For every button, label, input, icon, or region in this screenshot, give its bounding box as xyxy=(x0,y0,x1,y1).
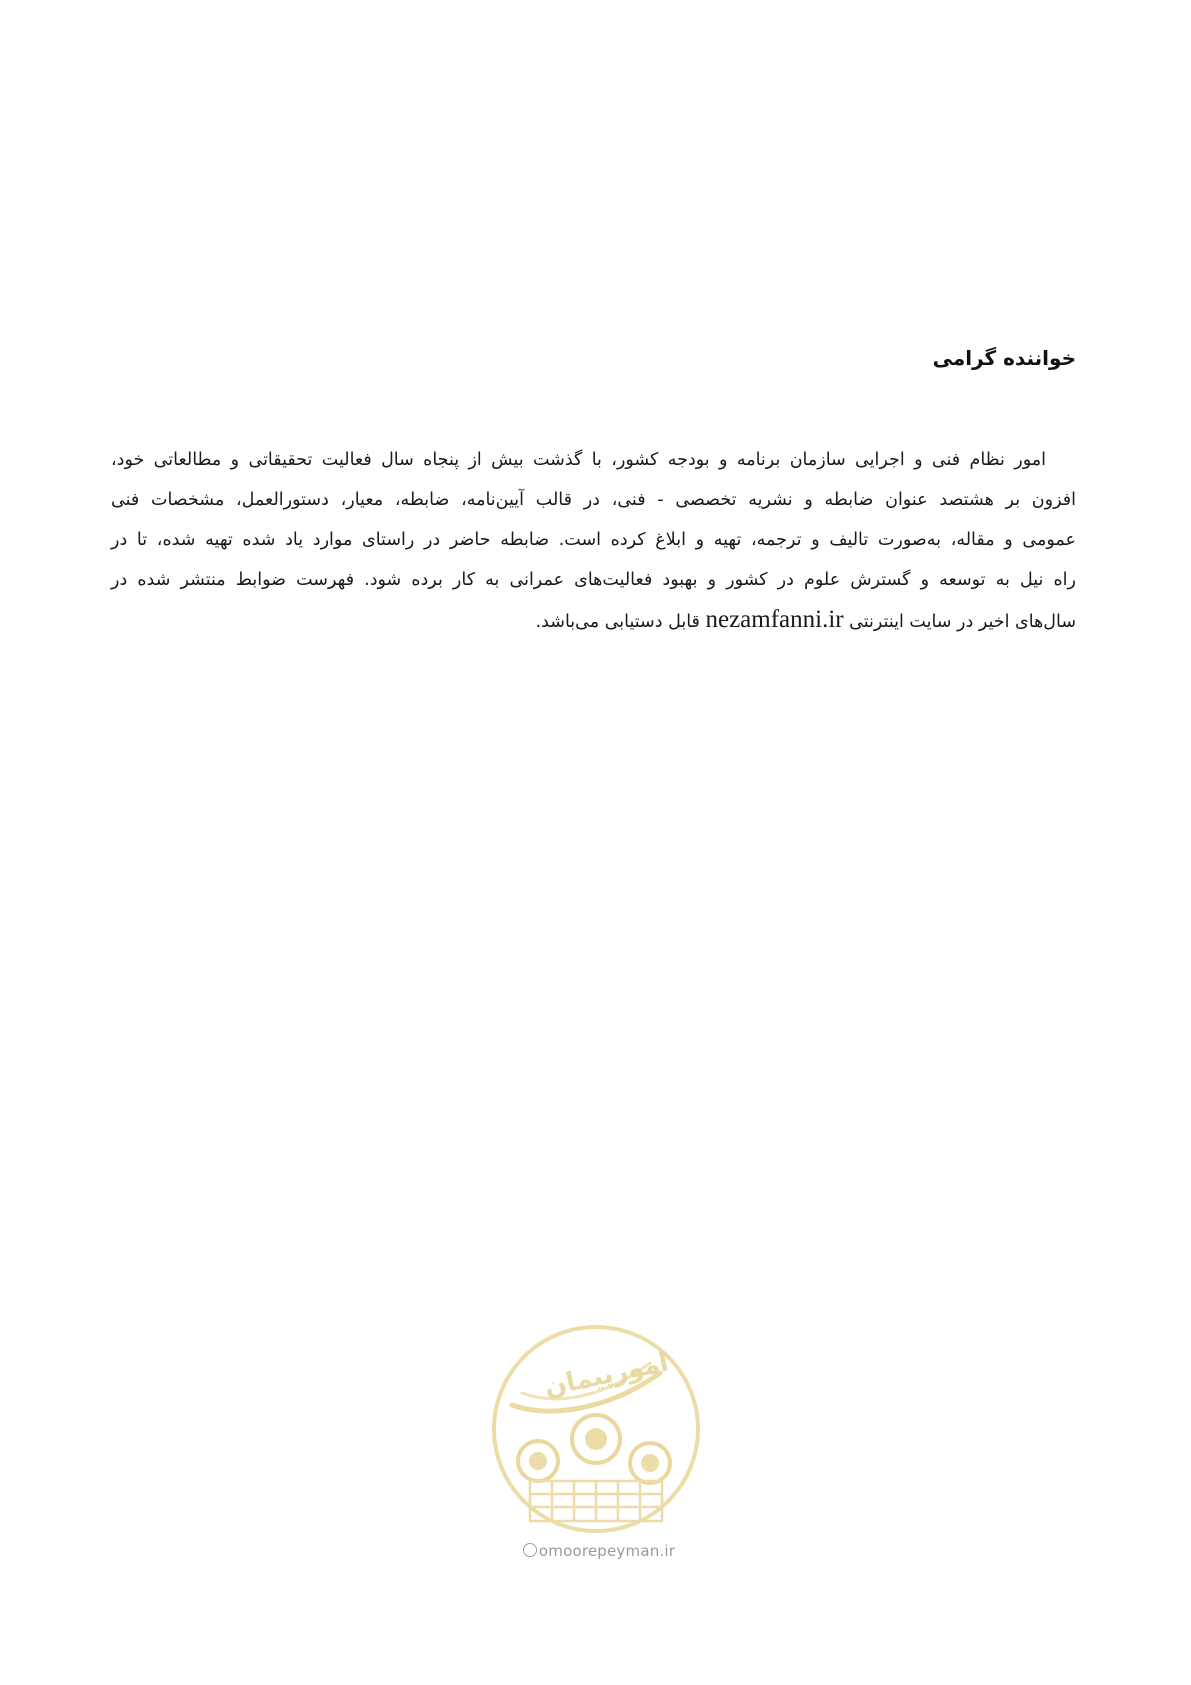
watermark-logo xyxy=(490,1323,702,1535)
paragraph-last-line xyxy=(111,600,1076,640)
watermark-logo-text: امورپیمان xyxy=(541,1347,672,1403)
paragraph-line: امور نظام فنی و اجرایی سازمان برنامه و بودجه کشور، با گذشت بیش از پنجاه سال فعالیت تحقیقاتی و مطالعاتی خود، xyxy=(111,450,1046,470)
paragraph-line: عمومی و مقاله، به‌صورت تالیف و ترجمه، تهیه و ابلاغ کرده است. ضابطه حاضر در راستای موارد یاد شده تهیه شده، تا در xyxy=(111,530,1076,550)
paragraph-line: افزون بر هشتصد عنوان ضابطه و نشریه تخصصی - فنی، در قالب آیین‌نامه، ضابطه، معیار، دستورالعمل، مشخصات فنی xyxy=(111,490,1076,510)
watermark-url xyxy=(499,1542,699,1560)
paragraph-last-line-end: قابل دستیابی می‌باشد. xyxy=(535,612,700,632)
paragraph-line: راه نیل به توسعه و گسترش علوم در کشور و بهبود فعالیت‌های عمرانی به کار برده شود. فهرست ضوابط منتشر شده در xyxy=(111,570,1076,590)
watermark-url-text: omoorepeyman.ir xyxy=(538,1542,676,1560)
website-link[interactable]: nezamfanni.ir xyxy=(705,606,844,633)
globe-icon xyxy=(523,1543,537,1557)
document-heading: خواننده گرامی xyxy=(932,346,1076,370)
paragraph-last-line-start: سال‌های اخیر در سایت اینترنتی xyxy=(849,612,1076,632)
intro-paragraph xyxy=(111,440,1076,640)
